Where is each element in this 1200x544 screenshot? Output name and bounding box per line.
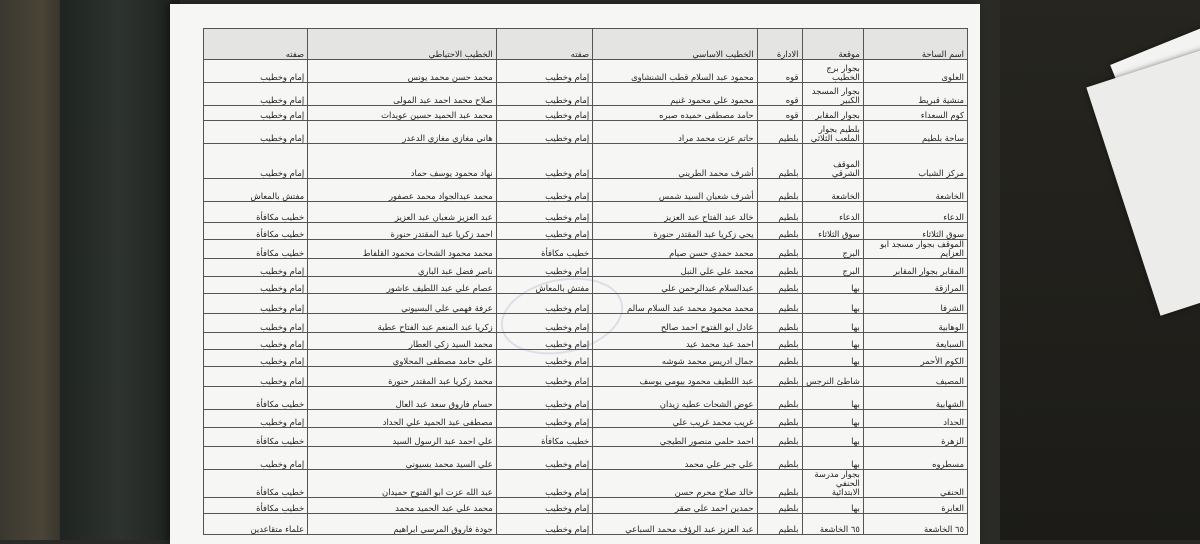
- cell-admin: بلطيم: [757, 314, 802, 333]
- cell-location: الموقف الشرقي: [802, 144, 863, 179]
- cell-status-2: إمام وخطيب: [204, 144, 308, 179]
- cell-status-1: إمام وخطيب: [496, 367, 592, 387]
- table-row: [204, 470, 968, 498]
- cell-status-2: خطيب مكافأة: [204, 202, 308, 223]
- cell-reserve-preacher: هاني مغازي مغازي الدعدر: [308, 121, 497, 144]
- cell-status-1: إمام وخطيب: [496, 144, 592, 179]
- cell-location: بجوار المسجد الكبير: [802, 83, 863, 106]
- cell-status-2: إمام وخطيب: [204, 367, 308, 387]
- cell-reserve-preacher: علي احمد عبد الرسول السيد: [308, 428, 497, 447]
- cell-admin: بلطيم: [757, 470, 802, 498]
- cell-location: بها: [802, 428, 863, 447]
- table-row: [204, 223, 968, 240]
- cell-location: بجوار مدرسة الحنفي الابتدائية: [802, 470, 863, 498]
- table-row: [204, 60, 968, 83]
- cell-reserve-preacher: مصطفى عبد الحميد علي الحداد: [308, 410, 497, 428]
- cell-status-2: إمام وخطيب: [204, 60, 308, 83]
- cell-reserve-preacher: عصام علي عبد اللطيف عاشور: [308, 277, 497, 294]
- cell-location: بها: [802, 387, 863, 410]
- cell-reserve-preacher: زكريا عبد المنعم عبد الفتاح عطية: [308, 314, 497, 333]
- cell-status-2: خطيب مكافأة: [204, 498, 308, 514]
- cell-admin: بلطيم: [757, 350, 802, 367]
- cell-reserve-preacher: ناصر فضل عبد الباري: [308, 259, 497, 277]
- cell-square: منشية قبريط: [863, 83, 967, 106]
- header-status-1: صفته: [496, 29, 592, 60]
- table-row: [204, 83, 968, 106]
- cell-status-1: مفتش بالمعاش: [496, 277, 592, 294]
- cell-main-preacher: عادل ابو الفتوح احمد صالح: [593, 314, 757, 333]
- cell-reserve-preacher: نهاد محمود يوسف حماد: [308, 144, 497, 179]
- table-row: [204, 333, 968, 350]
- table-row: [204, 259, 968, 277]
- cell-status-1: إمام وخطيب: [496, 223, 592, 240]
- cell-square: العلوى: [863, 60, 967, 83]
- cell-square: مسطروه: [863, 447, 967, 470]
- table-header-row: [204, 29, 968, 60]
- cell-admin: بلطيم: [757, 277, 802, 294]
- cell-location: بجوار المقابر: [802, 106, 863, 121]
- cell-reserve-preacher: محمد علي عبد الحميد محمد: [308, 498, 497, 514]
- cell-location: بها: [802, 410, 863, 428]
- cell-square: المرازقة: [863, 277, 967, 294]
- cell-main-preacher: خالد صلاح محرم حسن: [593, 470, 757, 498]
- cell-status-1: إمام وخطيب: [496, 106, 592, 121]
- cell-square: الحداد: [863, 410, 967, 428]
- table-row: [204, 106, 968, 121]
- cell-main-preacher: حامد مصطفى حميده صبره: [593, 106, 757, 121]
- cell-square: الشرفا: [863, 294, 967, 314]
- cell-reserve-preacher: محمد عبدالجواد محمد عصفور: [308, 179, 497, 202]
- cell-main-preacher: حاتم عزت محمد مراد: [593, 121, 757, 144]
- cell-square: الخاشعة: [863, 179, 967, 202]
- cell-square: الكوم الأحمر: [863, 350, 967, 367]
- cell-square: ٦٥ الخاشعة: [863, 514, 967, 535]
- cell-main-preacher: حمدين احمد علي صقر: [593, 498, 757, 514]
- cell-status-2: إمام وخطيب: [204, 294, 308, 314]
- cell-status-2: إمام وخطيب: [204, 259, 308, 277]
- cell-main-preacher: عبد اللطيف محمود بيومي يوسف: [593, 367, 757, 387]
- cell-reserve-preacher: حسام فاروق سعد عبد العال: [308, 387, 497, 410]
- cell-status-2: إمام وخطيب: [204, 350, 308, 367]
- cell-admin: بلطيم: [757, 367, 802, 387]
- cell-admin: بلطيم: [757, 428, 802, 447]
- cell-admin: بلطيم: [757, 223, 802, 240]
- cell-admin: بلطيم: [757, 240, 802, 259]
- cell-reserve-preacher: عبد العزيز شعبان عبد العزيز: [308, 202, 497, 223]
- cell-location: بها: [802, 314, 863, 333]
- cell-reserve-preacher: محمد عبد الحميد حسين عويدات: [308, 106, 497, 121]
- cell-admin: بلطيم: [757, 498, 802, 514]
- cell-location: البرج: [802, 259, 863, 277]
- cell-main-preacher: محمود علي محمود غنيم: [593, 83, 757, 106]
- table-row: [204, 447, 968, 470]
- cell-status-1: إمام وخطيب: [496, 121, 592, 144]
- cell-status-2: خطيب مكافأة: [204, 470, 308, 498]
- cell-status-2: إمام وخطيب: [204, 106, 308, 121]
- cell-location: بلطيم بجوار الملعب الثلاثي: [802, 121, 863, 144]
- cell-status-2: خطيب مكافأة: [204, 387, 308, 410]
- table-body: [204, 60, 968, 535]
- table-row: [204, 202, 968, 223]
- cell-status-2: إمام وخطيب: [204, 410, 308, 428]
- cell-status-2: خطيب مكافأة: [204, 240, 308, 259]
- table-row: [204, 498, 968, 514]
- cell-main-preacher: عبدالسلام عبدالرحمن علي: [593, 277, 757, 294]
- table-row: [204, 428, 968, 447]
- cell-square: المصيف: [863, 367, 967, 387]
- cell-reserve-preacher: احمد زكريا عبد المقتدر حنورة: [308, 223, 497, 240]
- table-row: [204, 294, 968, 314]
- cell-status-1: إمام وخطيب: [496, 294, 592, 314]
- header-status-2: صفته: [204, 29, 308, 60]
- cell-square: المقابر بجوار المقابر: [863, 259, 967, 277]
- document-sheet: [170, 4, 980, 544]
- cell-location: بها: [802, 447, 863, 470]
- table-row: [204, 514, 968, 535]
- preachers-table: [203, 28, 968, 535]
- cell-status-1: إمام وخطيب: [496, 333, 592, 350]
- cell-square: الزهرة: [863, 428, 967, 447]
- header-main-preacher: الخطيب الاساسي: [593, 29, 757, 60]
- cell-status-1: إمام وخطيب: [496, 514, 592, 535]
- cell-status-1: إمام وخطيب: [496, 60, 592, 83]
- cell-square: الوهابية: [863, 314, 967, 333]
- cell-status-1: إمام وخطيب: [496, 387, 592, 410]
- table-row: [204, 144, 968, 179]
- cell-location: بها: [802, 498, 863, 514]
- cell-square: الحنفي: [863, 470, 967, 498]
- table-row: [204, 410, 968, 428]
- background-binder: [60, 0, 180, 540]
- cell-status-2: إمام وخطيب: [204, 121, 308, 144]
- header-admin: الادارة: [757, 29, 802, 60]
- cell-location: بها: [802, 277, 863, 294]
- cell-reserve-preacher: علي حامد مصطفى المحلاوي: [308, 350, 497, 367]
- cell-admin: بلطيم: [757, 514, 802, 535]
- cell-main-preacher: أشرف محمد الطريني: [593, 144, 757, 179]
- cell-square: سوق الثلاثاء: [863, 223, 967, 240]
- cell-status-1: إمام وخطيب: [496, 83, 592, 106]
- header-reserve-preacher: الخطيب الاحتياطي: [308, 29, 497, 60]
- table-row: [204, 350, 968, 367]
- cell-location: البرج: [802, 240, 863, 259]
- cell-admin: بلطيم: [757, 179, 802, 202]
- cell-main-preacher: خالد عبد الفتاح عبد العزيز: [593, 202, 757, 223]
- cell-square: العابرة: [863, 498, 967, 514]
- cell-admin: بلطيم: [757, 333, 802, 350]
- table-row: [204, 314, 968, 333]
- cell-main-preacher: عبد العزيز عبد الرؤف محمد السباعي: [593, 514, 757, 535]
- cell-square: مركز الشباب: [863, 144, 967, 179]
- cell-reserve-preacher: محمد زكريا عبد المقتدر حنورة: [308, 367, 497, 387]
- table-row: [204, 277, 968, 294]
- cell-admin: قوه: [757, 83, 802, 106]
- cell-admin: بلطيم: [757, 259, 802, 277]
- cell-location: سوق الثلاثاء: [802, 223, 863, 240]
- cell-square: السبايعة: [863, 333, 967, 350]
- cell-location: الخاشعة: [802, 179, 863, 202]
- cell-reserve-preacher: محمد حسن محمد يونس: [308, 60, 497, 83]
- cell-admin: بلطيم: [757, 202, 802, 223]
- cell-status-1: إمام وخطيب: [496, 470, 592, 498]
- cell-reserve-preacher: صلاح محمد احمد عبد المولى: [308, 83, 497, 106]
- table-row: [204, 240, 968, 259]
- cell-admin: بلطيم: [757, 447, 802, 470]
- table-row: [204, 387, 968, 410]
- cell-status-1: إمام وخطيب: [496, 202, 592, 223]
- cell-admin: بلطيم: [757, 410, 802, 428]
- cell-status-1: إمام وخطيب: [496, 179, 592, 202]
- cell-status-1: إمام وخطيب: [496, 498, 592, 514]
- cell-square: الموقف بجوار مسجد ابو العزايم: [863, 240, 967, 259]
- cell-status-2: إمام وخطيب: [204, 333, 308, 350]
- cell-status-1: إمام وخطيب: [496, 447, 592, 470]
- cell-status-2: إمام وخطيب: [204, 277, 308, 294]
- table-row: [204, 179, 968, 202]
- cell-location: الدعاء: [802, 202, 863, 223]
- cell-square: الدعاء: [863, 202, 967, 223]
- cell-main-preacher: محمد محمود محمد عبد السلام سالم: [593, 294, 757, 314]
- cell-location: بها: [802, 294, 863, 314]
- cell-main-preacher: جمال ادريس محمد شوشه: [593, 350, 757, 367]
- cell-reserve-preacher: محمد محمود الشحات محمود القلفاط: [308, 240, 497, 259]
- header-location: موقعة: [802, 29, 863, 60]
- cell-location: بها: [802, 333, 863, 350]
- cell-status-2: إمام وخطيب: [204, 314, 308, 333]
- cell-status-1: إمام وخطيب: [496, 350, 592, 367]
- cell-square: ساحة بلطيم: [863, 121, 967, 144]
- cell-status-2: خطيب مكافأة: [204, 223, 308, 240]
- table-row: [204, 121, 968, 144]
- cell-status-1: خطيب مكافأة: [496, 428, 592, 447]
- cell-reserve-preacher: محمد السيد زكي العطار: [308, 333, 497, 350]
- cell-status-1: إمام وخطيب: [496, 259, 592, 277]
- cell-status-1: خطيب مكافأة: [496, 240, 592, 259]
- cell-status-2: إمام وخطيب: [204, 83, 308, 106]
- cell-status-2: إمام وخطيب: [204, 447, 308, 470]
- table-row: [204, 367, 968, 387]
- cell-admin: بلطيم: [757, 387, 802, 410]
- cell-admin: قوه: [757, 60, 802, 83]
- cell-reserve-preacher: جودة فاروق المرسي ابراهيم: [308, 514, 497, 535]
- header-square: اسم الساحة: [863, 29, 967, 60]
- cell-main-preacher: يحي زكريا عبد المقتدر حنورة: [593, 223, 757, 240]
- cell-main-preacher: احمد عبد محمد عيد: [593, 333, 757, 350]
- cell-square: الشهابية: [863, 387, 967, 410]
- cell-status-1: إمام وخطيب: [496, 410, 592, 428]
- cell-status-2: علماء متقاعدين: [204, 514, 308, 535]
- cell-admin: بلطيم: [757, 121, 802, 144]
- cell-status-2: مفتش بالمعاش: [204, 179, 308, 202]
- cell-status-1: إمام وخطيب: [496, 314, 592, 333]
- cell-main-preacher: غريب محمد غريب علي: [593, 410, 757, 428]
- cell-main-preacher: عوض الشحات عطيه زيدان: [593, 387, 757, 410]
- cell-admin: بلطيم: [757, 144, 802, 179]
- cell-location: شاطئ النرجس: [802, 367, 863, 387]
- cell-admin: قوه: [757, 106, 802, 121]
- cell-reserve-preacher: علي السيد محمد بسيوني: [308, 447, 497, 470]
- cell-main-preacher: محمد حمدي حسن صيام: [593, 240, 757, 259]
- cell-status-2: خطيب مكافأة: [204, 428, 308, 447]
- cell-admin: بلطيم: [757, 294, 802, 314]
- cell-location: ٦٥ الخاشعة: [802, 514, 863, 535]
- cell-reserve-preacher: عبد الله عزت ابو الفتوح حميدان: [308, 470, 497, 498]
- cell-main-preacher: محمد علي علي النبل: [593, 259, 757, 277]
- cell-location: بها: [802, 350, 863, 367]
- cell-main-preacher: علي جبر علي محمد: [593, 447, 757, 470]
- cell-main-preacher: أشرف شعبان السيد شمس: [593, 179, 757, 202]
- cell-main-preacher: محمود عبد السلام قطب الشنشاوى: [593, 60, 757, 83]
- cell-location: بجوار برج الخطيب: [802, 60, 863, 83]
- cell-square: كوم السعداء: [863, 106, 967, 121]
- cell-reserve-preacher: عرفة فهمي علي البسيوني: [308, 294, 497, 314]
- cell-main-preacher: احمد حلمي منصور الطيجي: [593, 428, 757, 447]
